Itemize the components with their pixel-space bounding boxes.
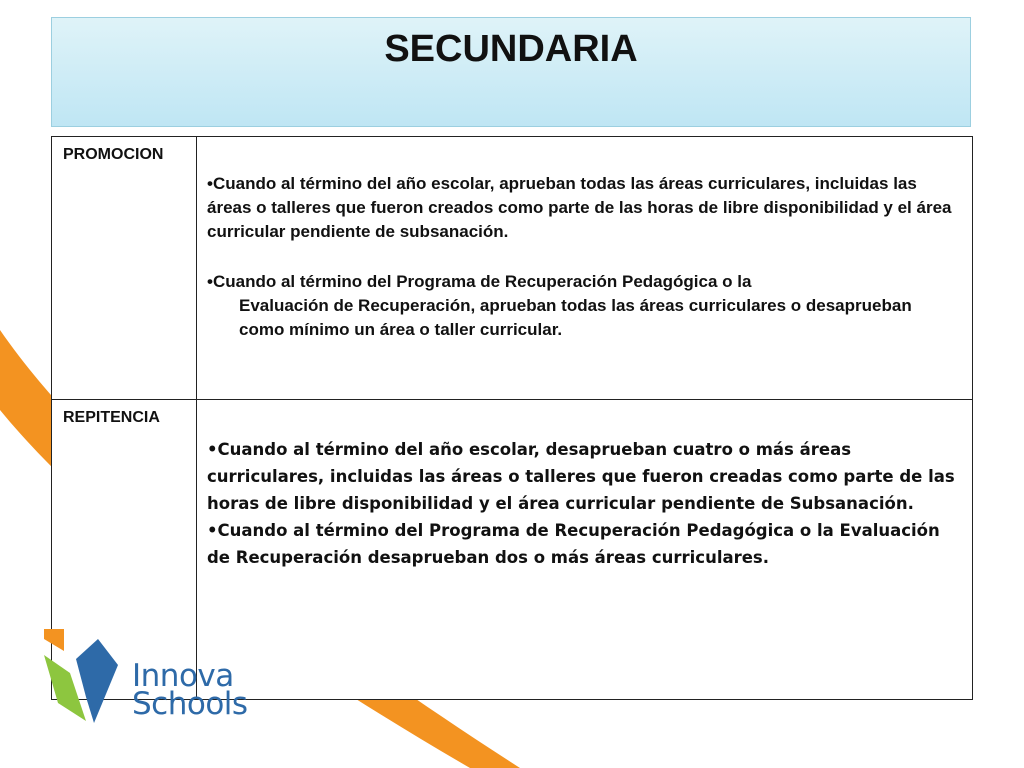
promocion-bullet-1: •Cuando al término del año escolar, aprueban todas las áreas curriculares, incluidas las áreas o talleres que fueron creados como parte de las horas de libre disponibilidad y el área curricular pendiente de subsanación. bbox=[207, 174, 952, 241]
title-banner bbox=[51, 17, 971, 127]
logo-line-innova: Innova bbox=[132, 658, 234, 694]
row-label-repitencia: REPITENCIA bbox=[52, 400, 197, 700]
row-content-promocion bbox=[197, 137, 973, 400]
logo-line-schools: Schools bbox=[132, 686, 248, 722]
repitencia-bullet-1: •Cuando al término del año escolar, desaprueban cuatro o más áreas curriculares, incluidas las áreas o talleres que fueron creadas como parte de las horas de libre disponibilidad y el área curricular pendiente de Subsanación. bbox=[207, 440, 955, 513]
logo-wordmark bbox=[132, 658, 248, 722]
promocion-bullet-2-rest: Evaluación de Recuperación, aprueban todas las áreas curriculares o desaprueban como mínimo un área o taller curricular. bbox=[239, 296, 912, 339]
table-row-promocion bbox=[52, 137, 973, 400]
promocion-bullet-2-lead: •Cuando al término del Programa de Recuperación Pedagógica o la bbox=[207, 272, 752, 291]
page-title: SECUNDARIA bbox=[384, 28, 638, 70]
repitencia-bullet-2: •Cuando al término del Programa de Recuperación Pedagógica o la Evaluación de Recuperación desaprueban dos o más áreas curriculares. bbox=[207, 521, 940, 567]
row-label-promocion: PROMOCION bbox=[52, 137, 197, 400]
rules-table bbox=[51, 136, 973, 700]
row-content-repitencia bbox=[197, 400, 973, 700]
promocion-bullet-2 bbox=[207, 270, 960, 342]
